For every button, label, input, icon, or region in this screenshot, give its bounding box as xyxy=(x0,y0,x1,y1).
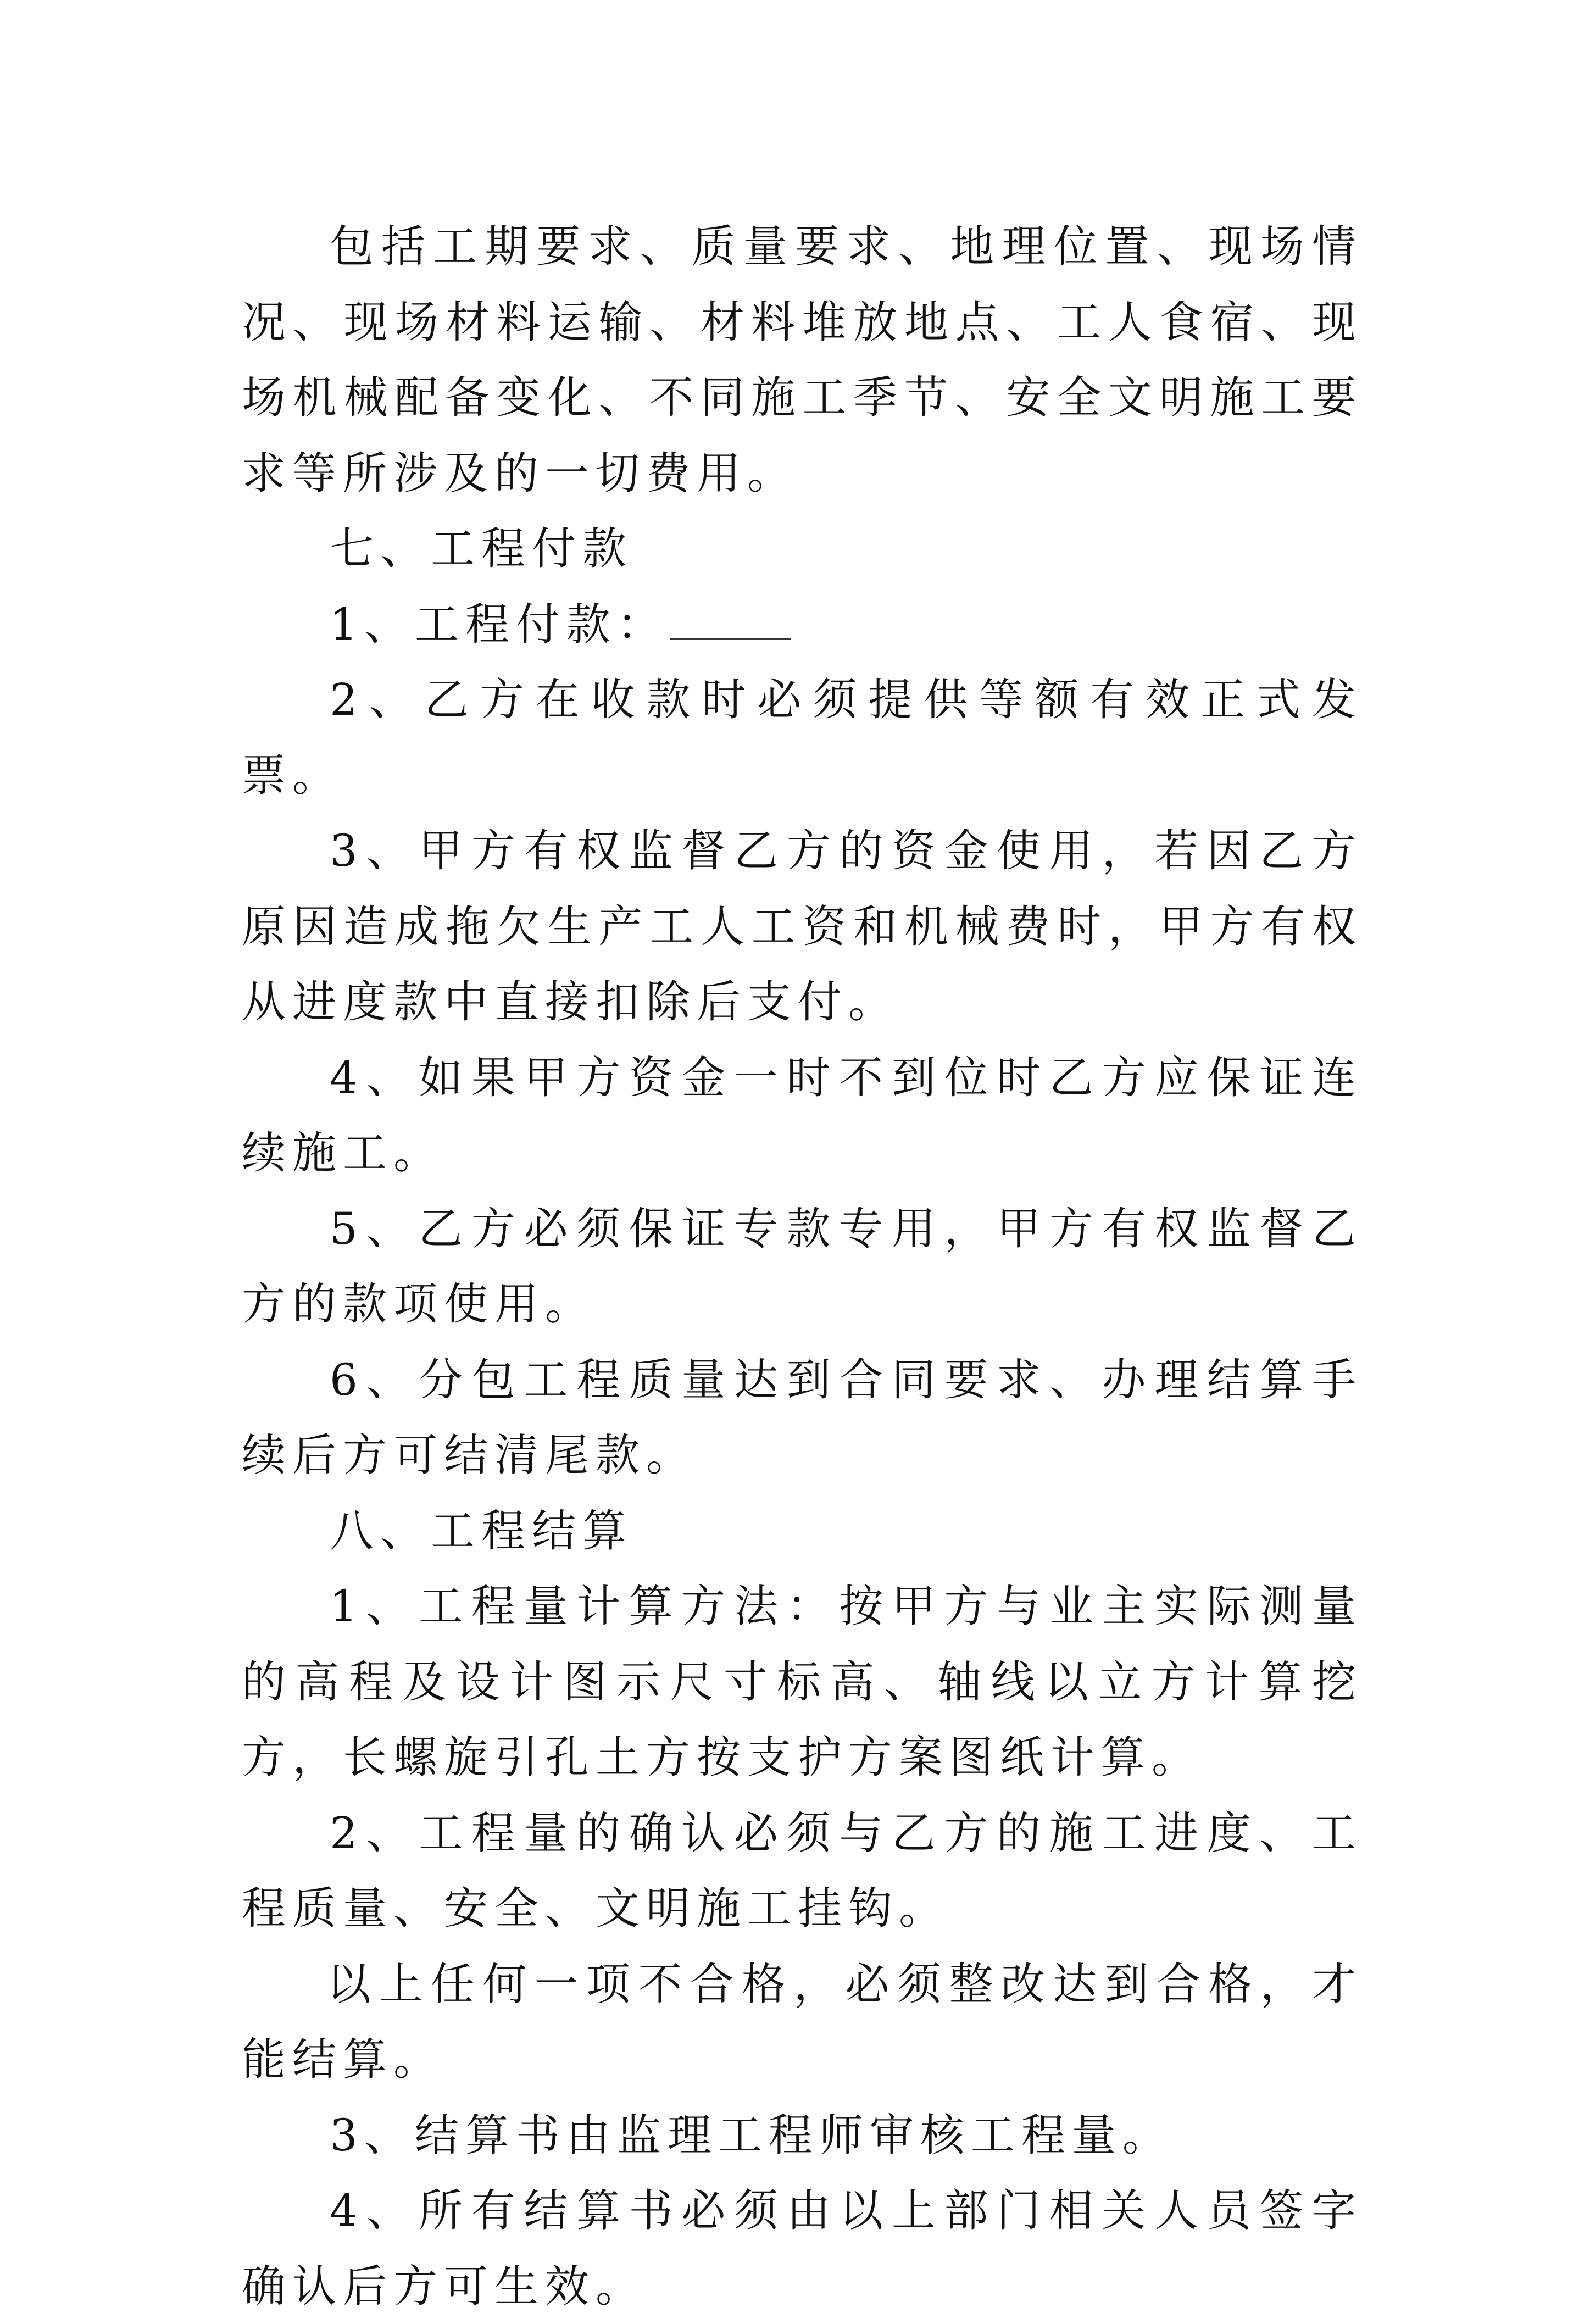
paragraph-payment-6: 6、分包工程质量达到合同要求、办理结算手续后方可结清尾款。 xyxy=(242,1354,1363,1481)
paragraph-payment-2: 2、乙方在收款时必须提供等额有效正式发票。 xyxy=(242,674,1363,801)
paragraph-settlement-note: 以上任何一项不合格，必须整改达到合格，才能结算。 xyxy=(242,1958,1363,2085)
payment-blank-line xyxy=(670,599,791,640)
section-heading-payment: 七、工程付款 xyxy=(330,523,633,574)
paragraph-settlement-1: 1、工程量计算方法：按甲方与业主实际测量的高程及设计图示尺寸标高、轴线以立方计算挖方，长螺旋引孔土方按支护方案图纸计算。 xyxy=(242,1581,1363,1783)
paragraph-payment-1 xyxy=(242,587,1363,663)
paragraph-payment-4: 4、如果甲方资金一时不到位时乙方应保证连续施工。 xyxy=(242,1052,1363,1178)
paragraph-payment-3: 3、甲方有权监督乙方的资金使用，若因乙方原因造成拖欠生产工人工资和机械费时，甲方有权从进度款中直接扣除后支付。 xyxy=(242,825,1363,1027)
paragraph-settlement-3: 3、结算书由监理工程师审核工程量。 xyxy=(330,2109,1173,2161)
paragraph-payment-5: 5、乙方必须保证专款专用，甲方有权监督乙方的款项使用。 xyxy=(242,1203,1363,1330)
section-heading-settlement: 八、工程结算 xyxy=(330,1505,633,1556)
paragraph-settlement-4: 4、所有结算书必须由以上部门相关人员签字确认后方可生效。 xyxy=(242,2185,1363,2312)
payment-1-text: 1、工程付款： xyxy=(330,598,668,650)
document-body xyxy=(242,209,1363,2324)
paragraph-settlement-2: 2、工程量的确认必须与乙方的施工进度、工程质量、安全、文明施工挂钩。 xyxy=(242,1807,1363,1934)
paragraph-cost-scope: 包括工期要求、质量要求、地理位置、现场情况、现场材料运输、材料堆放地点、工人食宿、现场机械配备变化、不同施工季节、安全文明施工要求等所涉及的一切费用。 xyxy=(242,221,1363,499)
